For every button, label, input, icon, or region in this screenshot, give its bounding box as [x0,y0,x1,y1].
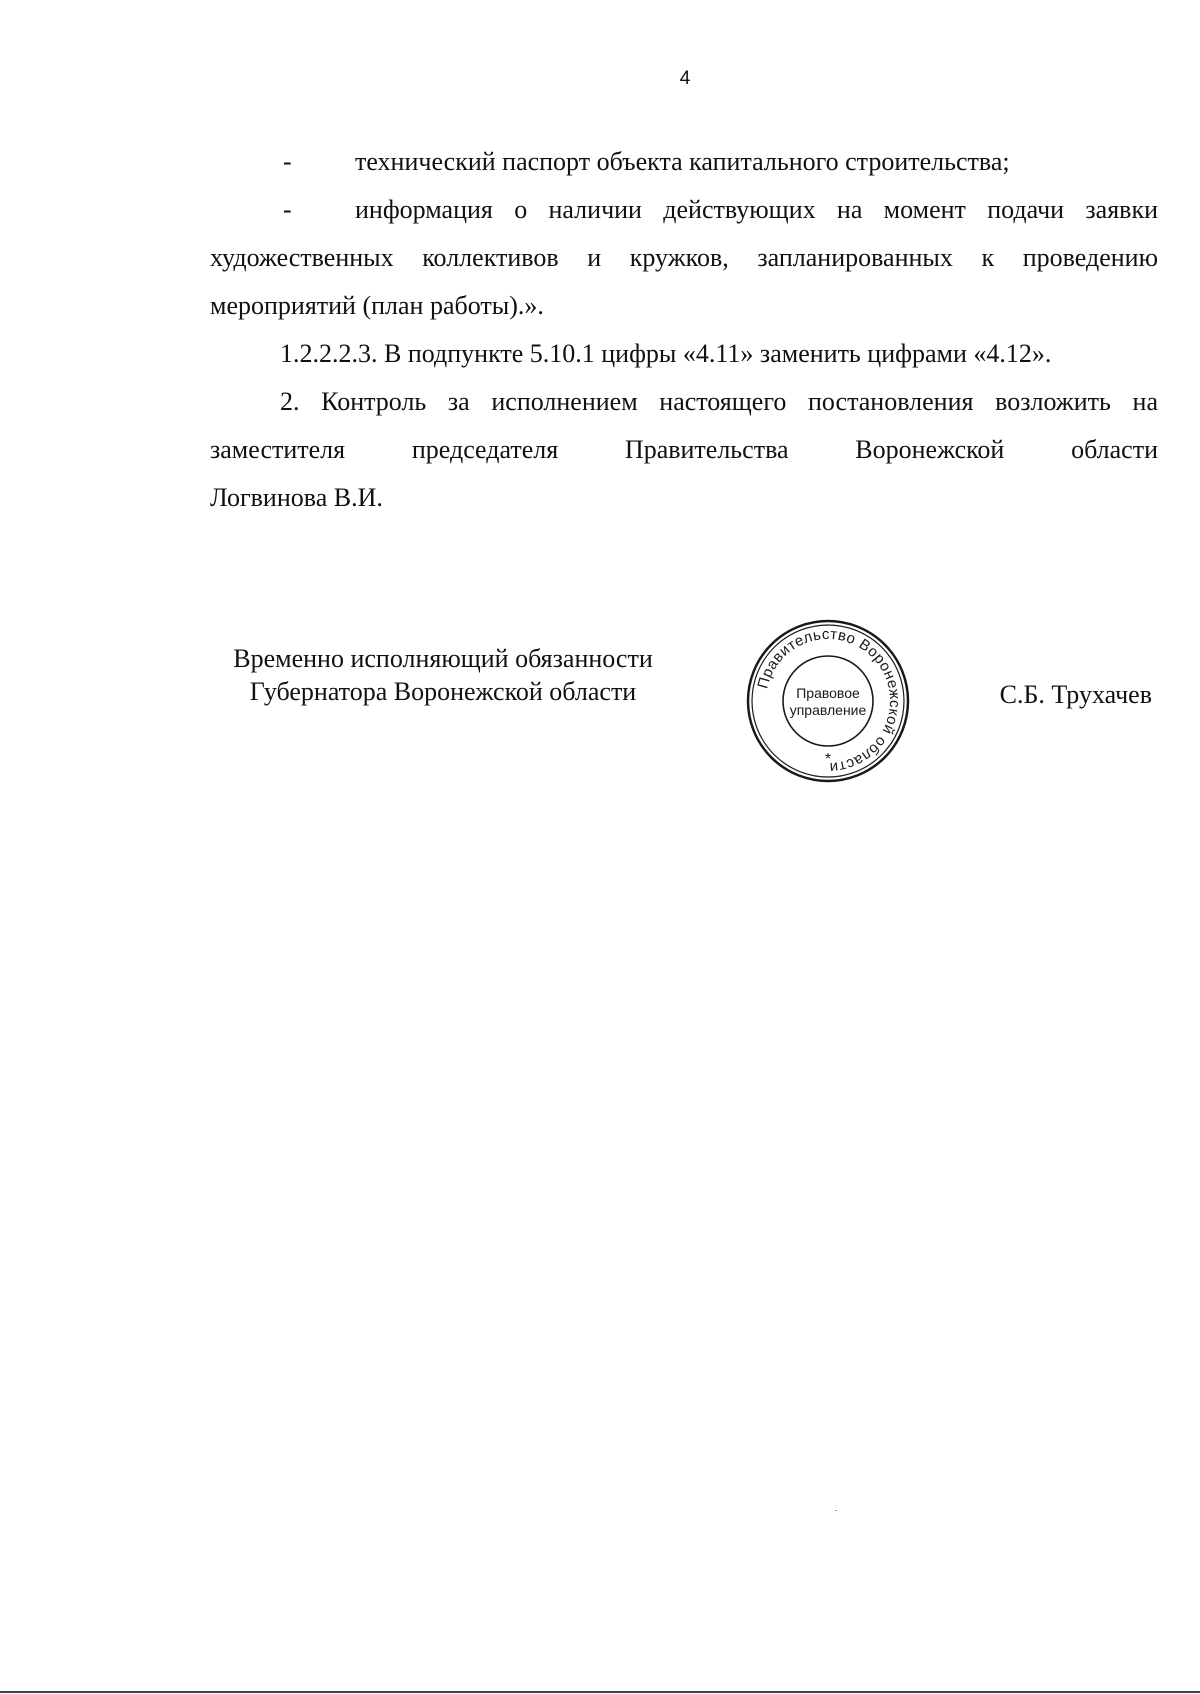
paragraph-item-2-last-line: Логвинова В.И. [210,483,383,512]
list-item-information-first-line [210,186,1158,234]
stamp-inner-ring [783,656,873,746]
list-item-technical-passport [210,138,1158,186]
list-item-information-continuation: художественных коллективов и кружков, запланированных к проведению мероприятий (план работы).». [210,243,1158,320]
stamp-center-line-2: управление [789,702,867,718]
page-number: 4 [679,68,691,89]
document-body [210,138,1158,522]
signatory-position [208,642,678,708]
stamp-star: * [824,751,832,768]
stamp-ring-text: Правительство Воронежской области [754,625,904,777]
signatory-position-line-1: Временно исполняющий обязанности [233,644,653,673]
paragraph-item-1-2-2-2-3: 1.2.2.2.3. В подпункте 5.10.1 цифры «4.11» заменить цифрами «4.12». [280,339,1052,368]
list-dash: - [283,147,292,176]
list-item-text: информация о наличии действующих на момент подачи заявки [355,195,1158,224]
stamp-center-line-1: Правовое [796,685,860,701]
signatory-position-line-2: Губернатора Воронежской области [249,677,637,706]
paragraph-item-2: 2. Контроль за исполнением настоящего постановления возложить на заместителя председателя Правительства Воронежской области [210,387,1158,464]
scan-speck [835,1510,837,1511]
list-dash: - [283,195,292,224]
official-stamp [745,618,911,784]
signatory-name: С.Б. Трухачев [999,680,1152,709]
list-item-text: технический паспорт объекта капитального строительства; [355,147,1010,176]
scan-bottom-edge [0,1691,1200,1693]
